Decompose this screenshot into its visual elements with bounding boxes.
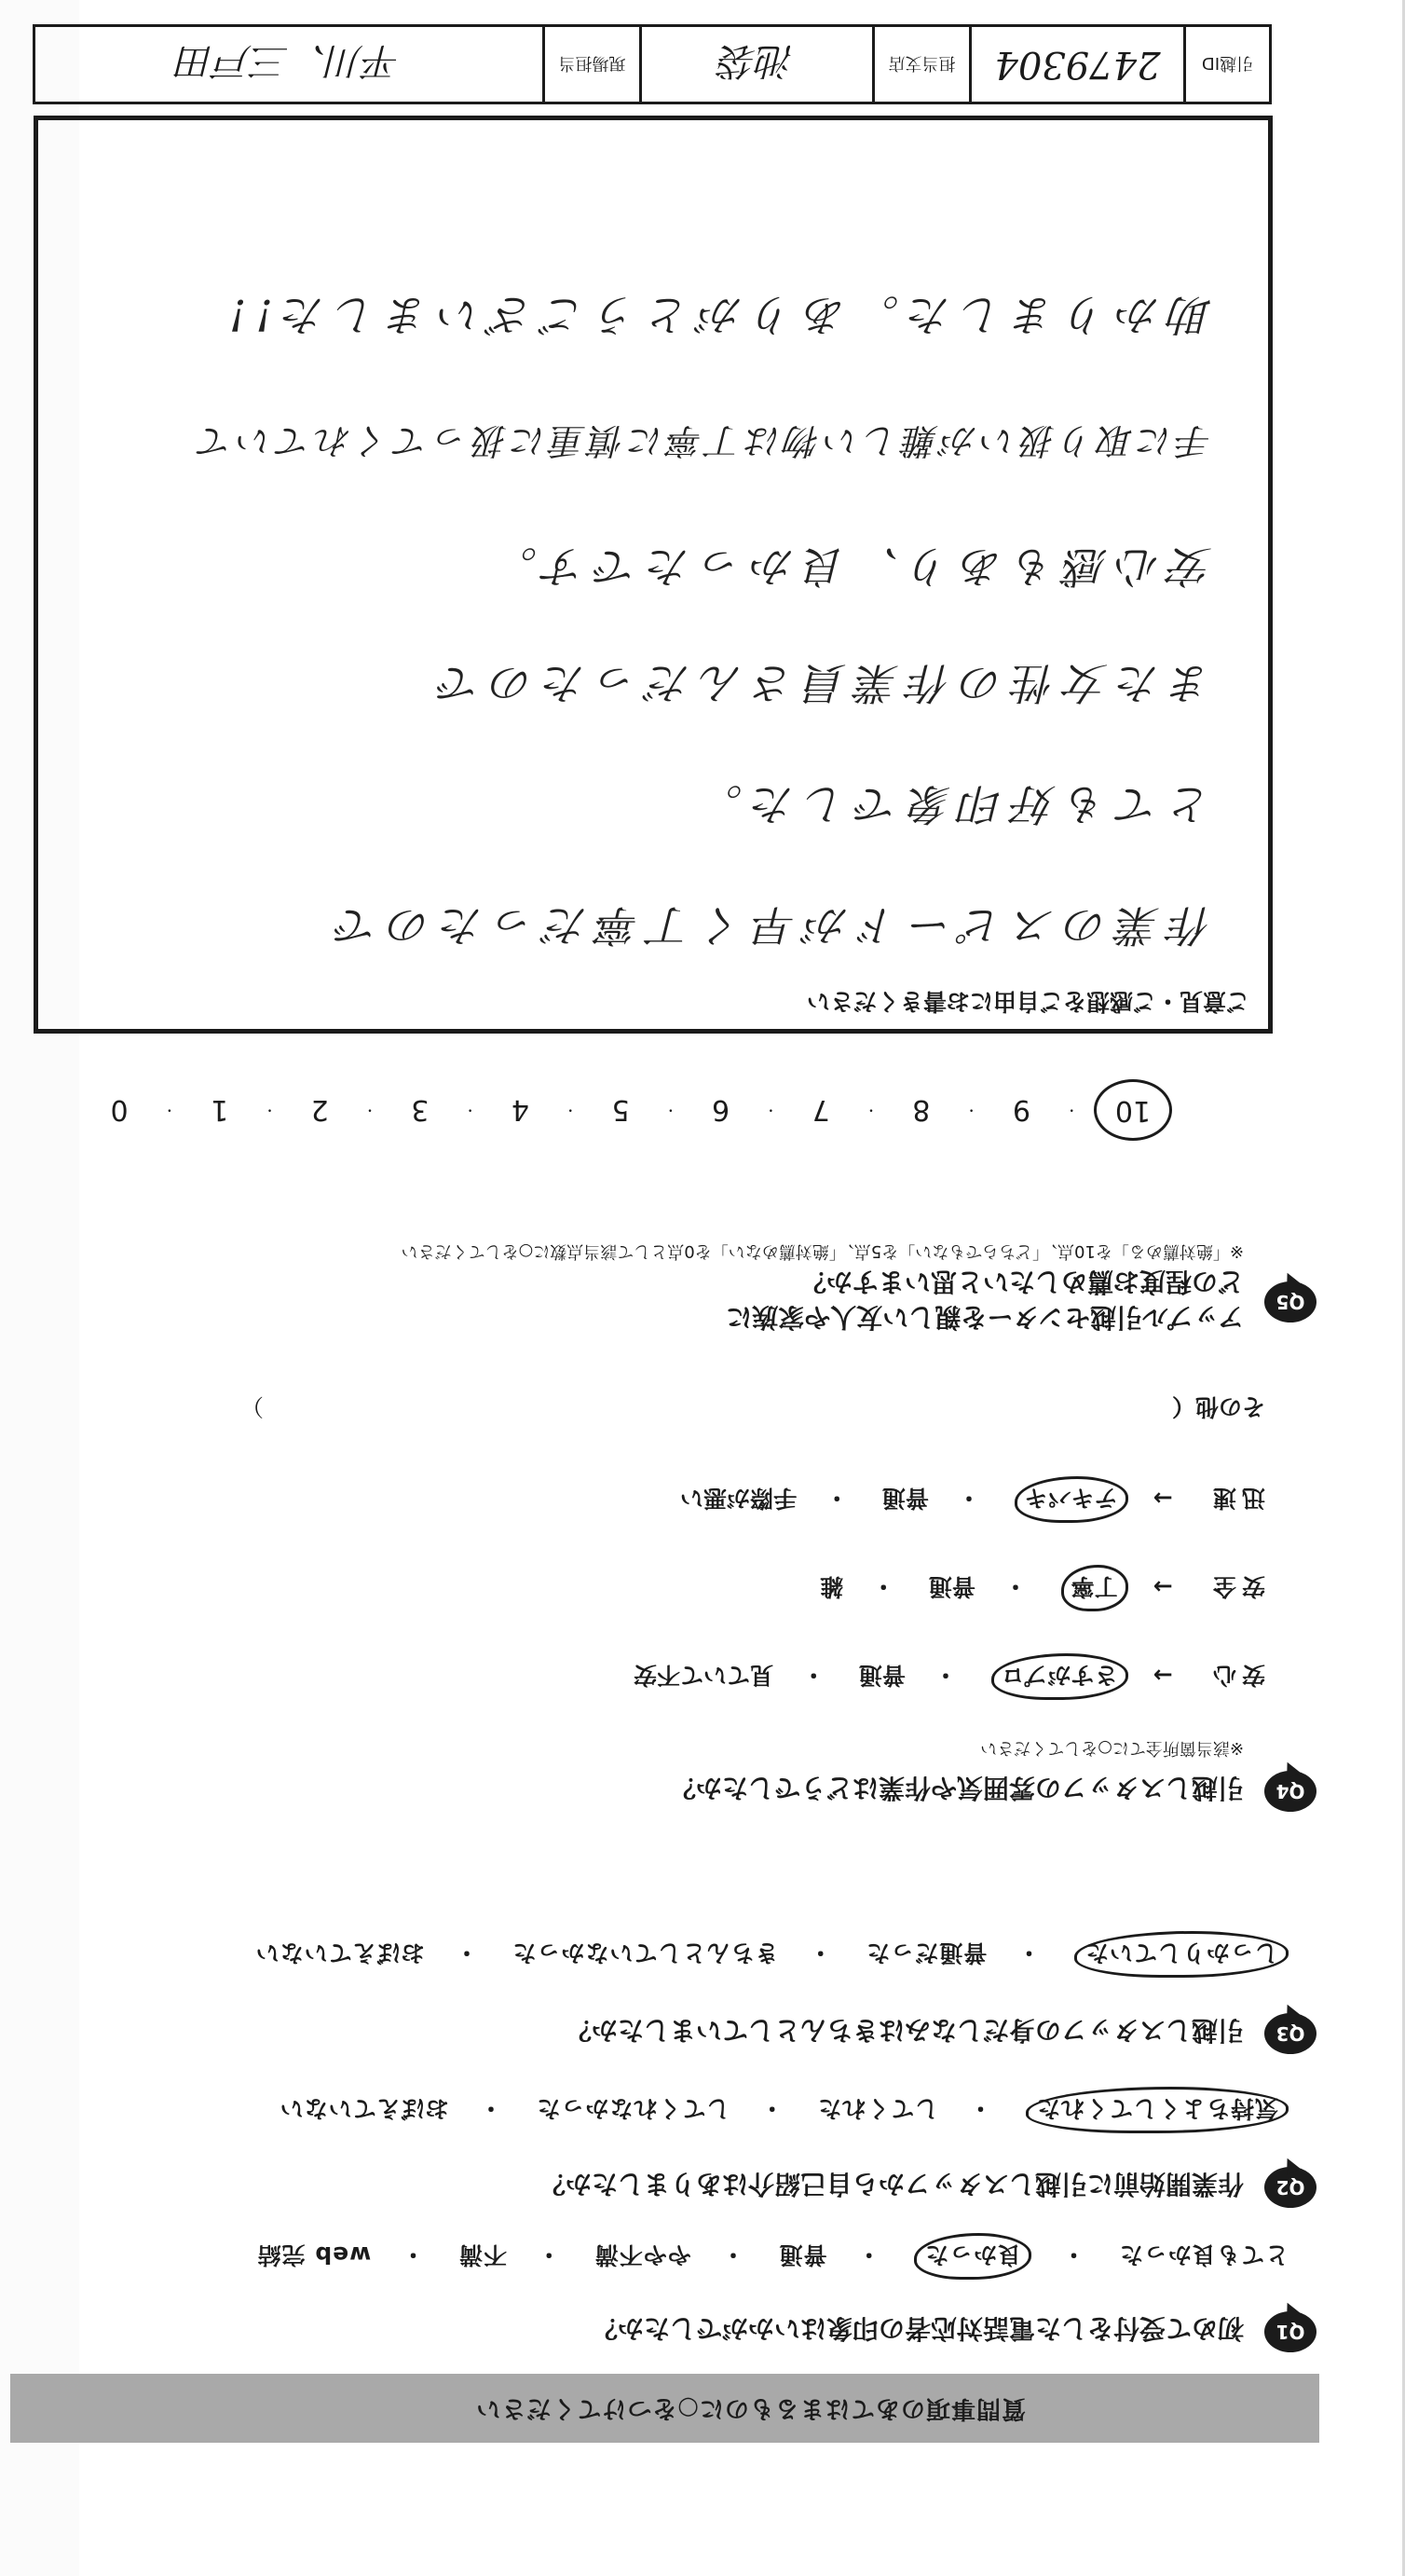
arrow-right-icon: → bbox=[1153, 1662, 1173, 1689]
q5-score[interactable]: 2 bbox=[310, 1093, 329, 1127]
q4-option[interactable]: 雑 bbox=[820, 1573, 844, 1600]
q5-score[interactable]: 0 bbox=[110, 1093, 129, 1127]
q4-option-selected[interactable]: テキパキ bbox=[1015, 1476, 1128, 1523]
id-label: 引越ID bbox=[1183, 27, 1269, 102]
q4-option[interactable]: 手際が悪い bbox=[680, 1485, 798, 1512]
comment-box[interactable] bbox=[34, 116, 1273, 1034]
q5-score[interactable]: 4 bbox=[511, 1093, 529, 1127]
q4-option-selected[interactable]: 丁寧 bbox=[1061, 1565, 1128, 1611]
q5-score-selected[interactable]: 10 bbox=[1094, 1079, 1172, 1141]
id-table bbox=[33, 24, 1272, 104]
q4-other-close: ） bbox=[240, 1393, 265, 1420]
q5-score[interactable]: 8 bbox=[912, 1093, 931, 1127]
arrow-right-icon: → bbox=[1153, 1573, 1173, 1600]
q5-score[interactable]: 9 bbox=[1012, 1093, 1030, 1127]
q3-option-selected[interactable]: しっかりしていた bbox=[1074, 1931, 1289, 1978]
q3-text: 引越しスタッフの身だしなみはきちんとしていましたか？ bbox=[565, 2015, 1244, 2046]
q1-text: 初めて受付をした電話対応者の印象はいかがでしたか？ bbox=[591, 2313, 1244, 2344]
q4-text: 引越しスタッフの雰囲気や作業はどうでしたか？ bbox=[669, 1773, 1244, 1803]
handwritten-line: 手に取り扱いが難しい物は丁寧に慎重に扱ってくれていて bbox=[194, 420, 1212, 461]
q5-badge: Q5 bbox=[1264, 1281, 1316, 1322]
q5-text-line2: どの程度お薦めしたいと思いますか？ bbox=[799, 1267, 1244, 1297]
q5-note: ※「絶対薦める」を10点、「どちらでもない」を5点、「絶対薦めない」を0点として該当点数に○をしてください bbox=[401, 1241, 1244, 1261]
q4-option[interactable]: 普通 bbox=[928, 1573, 975, 1600]
q1-options: とても良かった・ 良かった・ 普通・ やや不満・ 不満・ web 完結 bbox=[244, 2233, 1289, 2280]
q4-row-anzen: 安全 → 丁寧・ 普通・ 雑 bbox=[807, 1565, 1265, 1611]
q5-score[interactable]: 7 bbox=[812, 1093, 830, 1127]
q4-row-jinsoku: 迅速 → テキパキ・ 普通・ 手際が悪い bbox=[667, 1476, 1265, 1523]
q3-options: しっかりしていた・ 普通だった・ きちんとしていなかった・ おぼえていない bbox=[242, 1931, 1289, 1978]
q5-text-line1: アップル引越センターを親しい友人や家族に bbox=[726, 1302, 1244, 1333]
comment-title: ご意見・ご感想をご自由にお書きください bbox=[806, 988, 1249, 1015]
handwritten-line: とても好印象でした。 bbox=[690, 779, 1212, 829]
q4-category: 安全 bbox=[1207, 1573, 1265, 1600]
q5-score[interactable]: 3 bbox=[411, 1093, 430, 1127]
q1-option[interactable]: やや不満 bbox=[593, 2241, 691, 2268]
id-value[interactable]: 2479304 bbox=[969, 27, 1183, 102]
q3-option[interactable]: おぼえていない bbox=[254, 1939, 425, 1966]
q1-option-selected[interactable]: 良かった bbox=[914, 2233, 1031, 2280]
q2-text: 作業開始前に引越しスタッフから自己紹介はありましたか？ bbox=[539, 2169, 1244, 2199]
q5-score[interactable]: 6 bbox=[712, 1093, 730, 1127]
arrow-right-icon: → bbox=[1153, 1485, 1173, 1512]
q1-option[interactable]: とても良かった bbox=[1118, 2241, 1289, 2268]
q2-option[interactable]: してくれた bbox=[817, 2095, 939, 2122]
q4-category: 安心 bbox=[1207, 1662, 1265, 1689]
handwritten-line: 安心感もあり、良かったです。 bbox=[484, 541, 1212, 592]
q2-option-selected[interactable]: 気持ちよくしてくれた bbox=[1026, 2087, 1289, 2133]
q1-option[interactable]: 普通 bbox=[778, 2241, 827, 2268]
q2-option[interactable]: してくれなかった bbox=[536, 2095, 730, 2122]
q1-badge: Q1 bbox=[1264, 2311, 1316, 2352]
q4-other-row bbox=[240, 1391, 1265, 1425]
q3-option[interactable]: 普通だった bbox=[866, 1939, 988, 1966]
leader-value[interactable]: 平川、三戸田 bbox=[177, 39, 401, 83]
q5-score[interactable]: 1 bbox=[211, 1093, 229, 1127]
q1-option[interactable]: web 完結 bbox=[256, 2241, 372, 2268]
q3-badge: Q3 bbox=[1264, 2013, 1316, 2054]
q4-badge: Q4 bbox=[1264, 1771, 1316, 1812]
handwritten-line: また女性の作業員さんだったので bbox=[430, 658, 1212, 708]
q3-option[interactable]: きちんとしていなかった bbox=[512, 1939, 779, 1966]
q4-option-selected[interactable]: さすがプロ bbox=[991, 1653, 1128, 1700]
q2-options: 気持ちよくしてくれた・ してくれた・ してくれなかった・ おぼえていない bbox=[266, 2087, 1289, 2133]
q4-category: 迅速 bbox=[1207, 1485, 1265, 1512]
handwritten-line: 助かりました。ありがとうございました!! bbox=[220, 290, 1212, 340]
q2-badge: Q2 bbox=[1264, 2167, 1316, 2208]
q1-option[interactable]: 不満 bbox=[457, 2241, 507, 2268]
q4-other-label: その他（ bbox=[1171, 1393, 1265, 1420]
q2-option[interactable]: おぼえていない bbox=[279, 2095, 449, 2122]
q4-option[interactable]: 普通 bbox=[881, 1485, 929, 1512]
instruction-banner: 質問事項のあてはまるものに○をつけてください bbox=[10, 2374, 1319, 2443]
q4-row-anshin: 安心 → さすがプロ・ 普通・ 見ていて不安 bbox=[621, 1653, 1265, 1700]
q5-scale: 10 ・ 9 ・ 8 ・ 7 ・ 6 ・ 5 ・ 4 ・ 3 ・ 2 ・ 1 ・ 0 bbox=[91, 1079, 1172, 1141]
q4-note: ※該当箇所全てに○をしてください bbox=[980, 1738, 1244, 1758]
branch-label: 担当支店 bbox=[872, 27, 969, 102]
branch-value[interactable]: 池袋 bbox=[639, 27, 872, 102]
q4-option[interactable]: 普通 bbox=[858, 1662, 906, 1689]
q4-option[interactable]: 見ていて不安 bbox=[634, 1662, 774, 1689]
leader-label: 現場担当 bbox=[542, 27, 639, 102]
handwritten-line: 作業のスピードが早く丁寧だったので bbox=[326, 900, 1212, 951]
q5-score[interactable]: 5 bbox=[611, 1093, 630, 1127]
